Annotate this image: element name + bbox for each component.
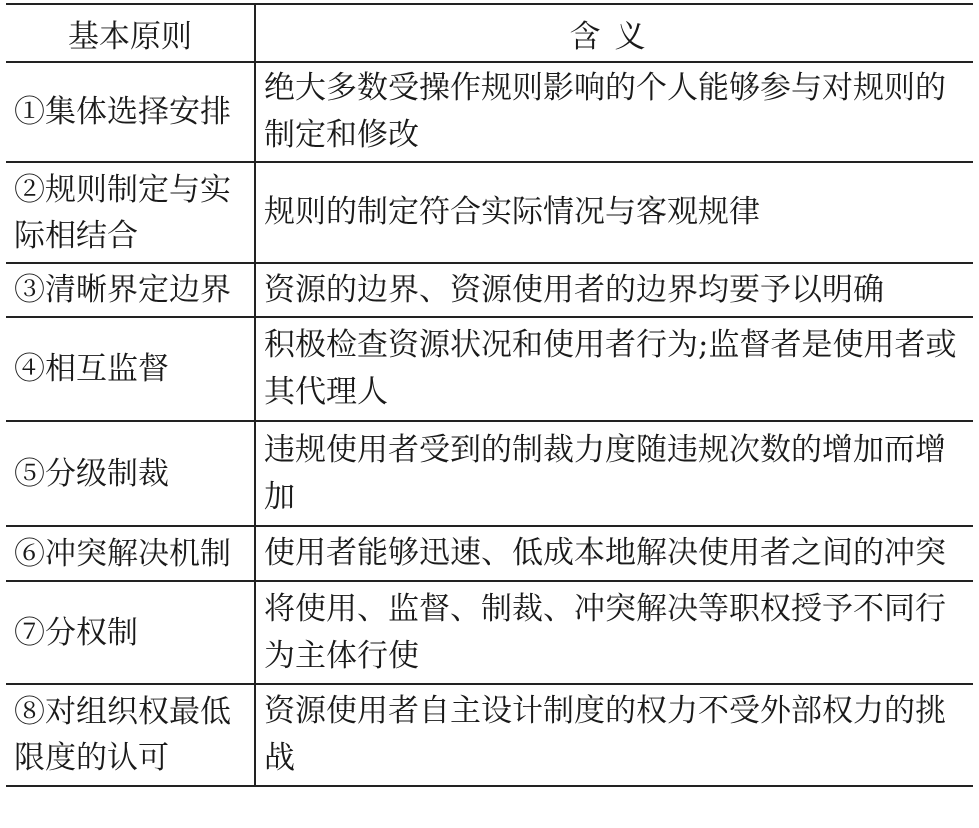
meaning-cell: 使用者能够迅速、低成本地解决使用者之间的冲突	[255, 526, 973, 581]
principle-cell: ④相互监督	[6, 317, 255, 421]
meaning-cell: 规则的制定符合实际情况与客观规律	[255, 162, 973, 263]
principle-cell: ⑤分级制裁	[6, 421, 255, 526]
table-row	[6, 526, 973, 581]
header-meaning: 含义	[255, 4, 973, 62]
principles-table	[6, 3, 973, 787]
meaning-cell: 积极检查资源状况和使用者行为;监督者是使用者或其代理人	[255, 317, 973, 421]
principle-cell: ⑧对组织权最低限度的认可	[6, 684, 255, 786]
principle-cell: ⑦分权制	[6, 581, 255, 684]
principle-cell: ②规则制定与实际相结合	[6, 162, 255, 263]
table-row	[6, 684, 973, 786]
meaning-cell: 违规使用者受到的制裁力度随违规次数的增加而增加	[255, 421, 973, 526]
meaning-cell: 资源的边界、资源使用者的边界均要予以明确	[255, 263, 973, 317]
table-row	[6, 62, 973, 162]
principle-cell: ①集体选择安排	[6, 62, 255, 162]
header-principle: 基本原则	[6, 4, 255, 62]
principle-cell: ⑥冲突解决机制	[6, 526, 255, 581]
table-row	[6, 581, 973, 684]
table-row	[6, 162, 973, 263]
principle-cell: ③清晰界定边界	[6, 263, 255, 317]
meaning-cell: 资源使用者自主设计制度的权力不受外部权力的挑战	[255, 684, 973, 786]
table-row	[6, 317, 973, 421]
meaning-cell: 将使用、监督、制裁、冲突解决等职权授予不同行为主体行使	[255, 581, 973, 684]
table-row	[6, 263, 973, 317]
header-row	[6, 4, 973, 62]
meaning-cell: 绝大多数受操作规则影响的个人能够参与对规则的制定和修改	[255, 62, 973, 162]
table-row	[6, 421, 973, 526]
